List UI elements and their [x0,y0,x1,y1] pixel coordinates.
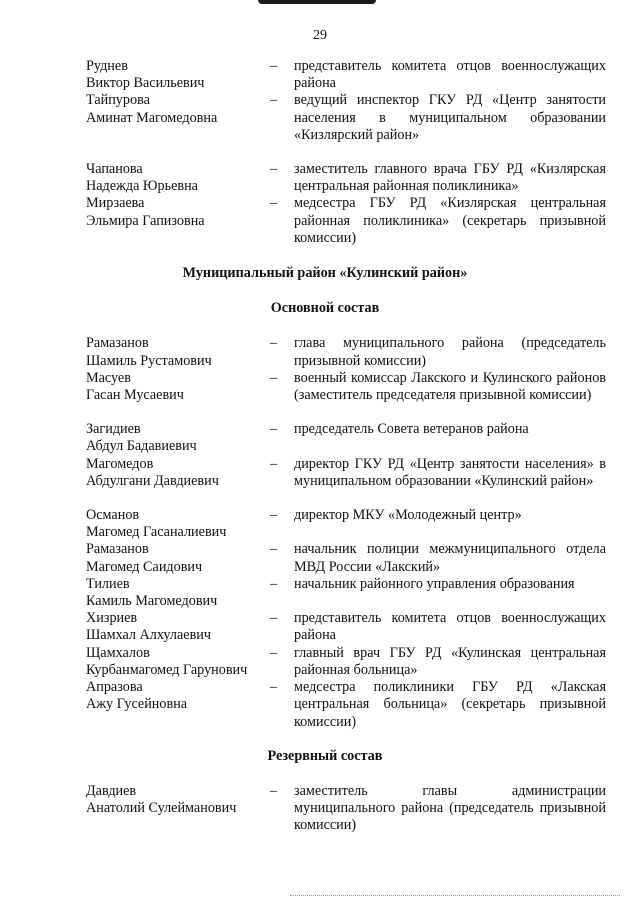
member-given-names: Шамхал Алхулаевич [86,627,211,644]
member-given-names: Ажу Гусейновна [86,696,188,713]
member-role: военный комиссар Лакского и Кулинского районов (заместитель председателя призывной комиссии) [294,369,606,404]
member-role: заместитель главного врача ГБУ РД «Кизлярская центральная районная поликлиника» [294,161,606,195]
member-surname: Руднев [86,58,128,74]
member-name [86,507,270,541]
main-composition-heading: Основной состав [270,300,380,317]
entry-dash: – [270,58,278,74]
member-name [86,645,270,679]
member-given-names: Эльмира Гапизовна [86,212,205,229]
main-member-list [86,335,606,730]
entry-dash: – [270,421,278,438]
member-entry [86,335,606,369]
entry-dash: – [270,335,278,352]
member-entry [86,456,606,490]
member-role: представитель комитета отцов военнослужащих района [294,610,606,644]
member-given-names: Абдулгани Давдиевич [86,472,219,489]
page-number: 29 [313,28,327,43]
member-role: глава муниципального района (председатель призывной комиссии) [294,335,606,369]
member-name [86,541,270,575]
member-surname: Тилиев [86,575,130,592]
member-surname: Тайпурова [86,92,150,109]
member-name [86,92,270,126]
member-surname: Загидиев [86,421,141,438]
top-scan-mark [258,0,376,4]
reserve-member-list [86,783,606,835]
member-given-names: Шамиль Рустамович [86,352,212,369]
kizlyar-member-list [86,58,606,247]
entry-dash: – [270,610,278,627]
member-name [86,610,270,644]
member-entry [86,370,606,404]
member-entry [86,421,606,455]
entry-dash: – [270,195,278,212]
member-role: представитель комитета отцов военнослужащих района [294,58,606,92]
member-name [86,335,270,369]
member-entry [86,645,606,679]
member-name [86,195,270,229]
entry-dash: – [270,782,278,799]
member-surname: Мирзаева [86,195,145,212]
member-entry [86,610,606,644]
member-surname: Хизриев [86,610,138,627]
member-given-names: Гасан Мусаевич [86,387,184,404]
member-entry [86,541,606,575]
document-body [86,58,606,835]
entry-dash: – [270,507,278,524]
member-entry [86,507,606,541]
member-surname: Магомедов [86,455,154,472]
member-role: председатель Совета ветеранов района [294,421,529,438]
member-surname: Апразова [86,679,143,696]
member-given-names: Аминат Магомедовна [86,109,218,126]
member-surname: Чапанова [86,161,143,178]
member-surname: Щамхалов [86,644,150,661]
member-given-names: Магомед Гасаналиевич [86,524,227,541]
entry-dash: – [270,455,278,472]
member-name [86,161,270,195]
member-role: медсестра поликлиники ГБУ РД «Лакская центральная больница» (секретарь призывной комиссии) [294,679,606,730]
member-role: директор ГКУ РД «Центр занятости населения» в муниципальном образовании «Кулинский район» [294,455,606,489]
member-name [86,421,270,455]
member-role: медсестра ГБУ РД «Кизлярская центральная районная поликлиника» (секретарь призывной комиссии) [294,195,606,246]
member-entry [86,783,606,835]
bottom-scan-line [290,895,620,897]
member-entry [86,576,606,610]
member-name [86,370,270,404]
member-name [86,783,270,817]
district-heading: Муниципальный район «Кулинский район» [182,265,468,282]
member-role: главный врач ГБУ РД «Кулинская центральная районная больница» [294,644,606,678]
member-role: начальник полиции межмуниципального отдела МВД России «Лакский» [294,541,606,575]
member-given-names: Надежда Юрьевна [86,178,198,195]
member-surname: Масуев [86,369,131,386]
entry-dash: – [270,161,278,178]
entry-dash: – [270,541,278,558]
member-surname: Рамазанов [86,541,149,558]
entry-dash: – [270,644,278,661]
member-given-names: Магомед Саидович [86,558,203,575]
member-entry [86,58,606,92]
reserve-composition-heading: Резервный состав [267,747,383,764]
member-given-names: Виктор Васильевич [86,75,205,92]
member-given-names: Анатолий Сулейманович [86,800,237,817]
member-name [86,679,270,713]
member-given-names: Абдул Бадавиевич [86,438,197,455]
member-given-names: Камиль Магомедович [86,593,218,610]
member-role: директор МКУ «Молодежный центр» [294,507,522,524]
member-entry [86,195,606,247]
member-name [86,456,270,490]
member-surname: Рамазанов [86,335,149,352]
entry-dash: – [270,369,278,386]
member-entry [86,679,606,731]
member-role: начальник районного управления образования [294,575,575,592]
entry-dash: – [270,92,278,109]
member-role: ведущий инспектор ГКУ РД «Центр занятости населения в муниципальном образовании «Кизлярский район» [294,92,606,143]
member-surname: Османов [86,507,140,524]
entry-dash: – [270,575,278,592]
member-entry [86,161,606,195]
member-name [86,576,270,610]
member-surname: Давдиев [86,782,137,799]
entry-dash: – [270,679,278,696]
member-role: заместитель главы администрации муниципального района (председатель призывной комиссии) [294,782,606,834]
member-given-names: Курбанмагомед Гарунович [86,661,248,678]
member-entry [86,92,606,144]
member-name [86,58,270,92]
